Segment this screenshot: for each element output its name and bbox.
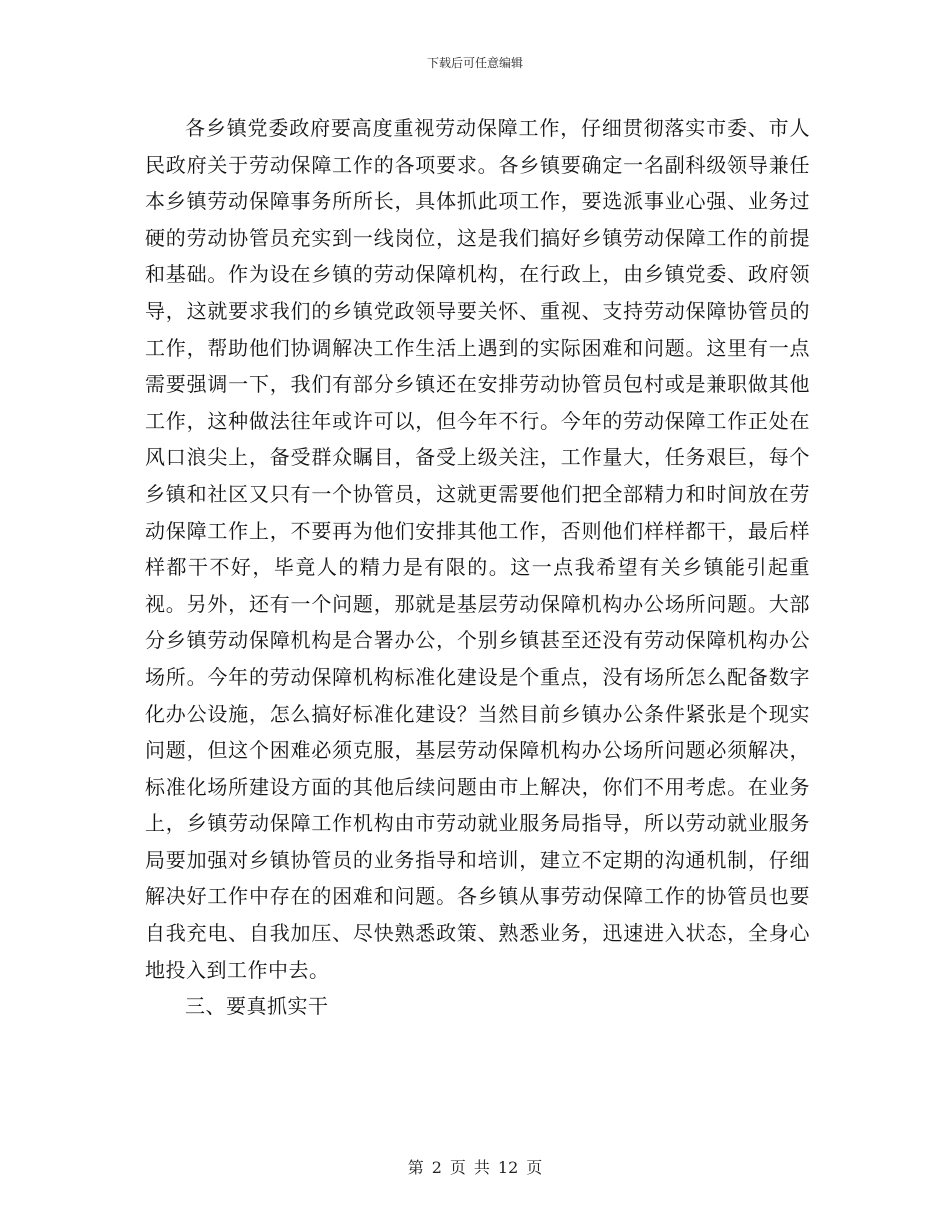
body-paragraph: 各乡镇党委政府要高度重视劳动保障工作，仔细贯彻落实市委、市人民政府关于劳动保障工作的各项要求。各乡镇要确定一名副科级领导兼任本乡镇劳动保障事务所所长，具体抓此项工作，要选派事业心强、业务过硬的劳动协管员充实到一线岗位，这是我们搞好乡镇劳动保障工作的前提和基础。作为设在乡镇的劳动保障机构，在行政上，由乡镇党委、政府领导，这就要求我们的乡镇党政领导要关怀、重视、支持劳动保障协管员的工作，帮助他们协调解决工作生活上遇到的实际困难和问题。这里有一点需要强调一下，我们有部分乡镇还在安排劳动协管员包村或是兼职做其他工作，这种做法往年或许可以，但今年不行。今年的劳动保障工作正处在风口浪尖上，备受群众瞩目，备受上级关注，工作量大，任务艰巨，每个乡镇和社区又只有一个协管员，这就更需要他们把全部精力和时间放在劳动保障工作上，不要再为他们安排其他工作，否则他们样样都干，最后样样都干不好，毕竟人的精力是有限的。这一点我希望有关乡镇能引起重视。另外，还有一个问题，那就是基层劳动保障机构办公场所问题。大部分乡镇劳动保障机构是合署办公，个别乡镇甚至还没有劳动保障机构办公场所。今年的劳动保障机构标准化建设是个重点，没有场所怎么配备数字化办公设施，怎么搞好标准化建设？当然目前乡镇办公条件紧张是个现实问题，但这个困难必须克服，基层劳动保障机构办公场所问题必须解决，标准化场所建设方面的其他后续问题由市上解决，你们不用考虑。在业务上，乡镇劳动保障工作机构由市劳动就业服务局指导，所以劳动就业服务局要加强对乡镇协管员的业务指导和培训，建立不定期的沟通机制，仔细解决好工作中存在的困难和问题。各乡镇从事劳动保障工作的协管员也要自我充电、自我加压、尽快熟悉政策、熟悉业务，迅速进入状态，全身心地投入到工作中去。 (145, 116, 810, 982)
page-prefix: 第 (407, 1158, 424, 1177)
document-body (145, 110, 810, 1025)
total-pages-number: 12 (497, 1158, 519, 1177)
page-header-note: 下载后可任意编辑 (426, 56, 523, 70)
page-suffix: 页 (526, 1158, 543, 1177)
page-footer (0, 1155, 950, 1178)
current-page-number: 2 (431, 1158, 442, 1177)
total-prefix: 共 (473, 1158, 490, 1177)
page-mid: 页 (449, 1158, 466, 1177)
section-heading: 三、要真抓实干 (185, 994, 329, 1019)
